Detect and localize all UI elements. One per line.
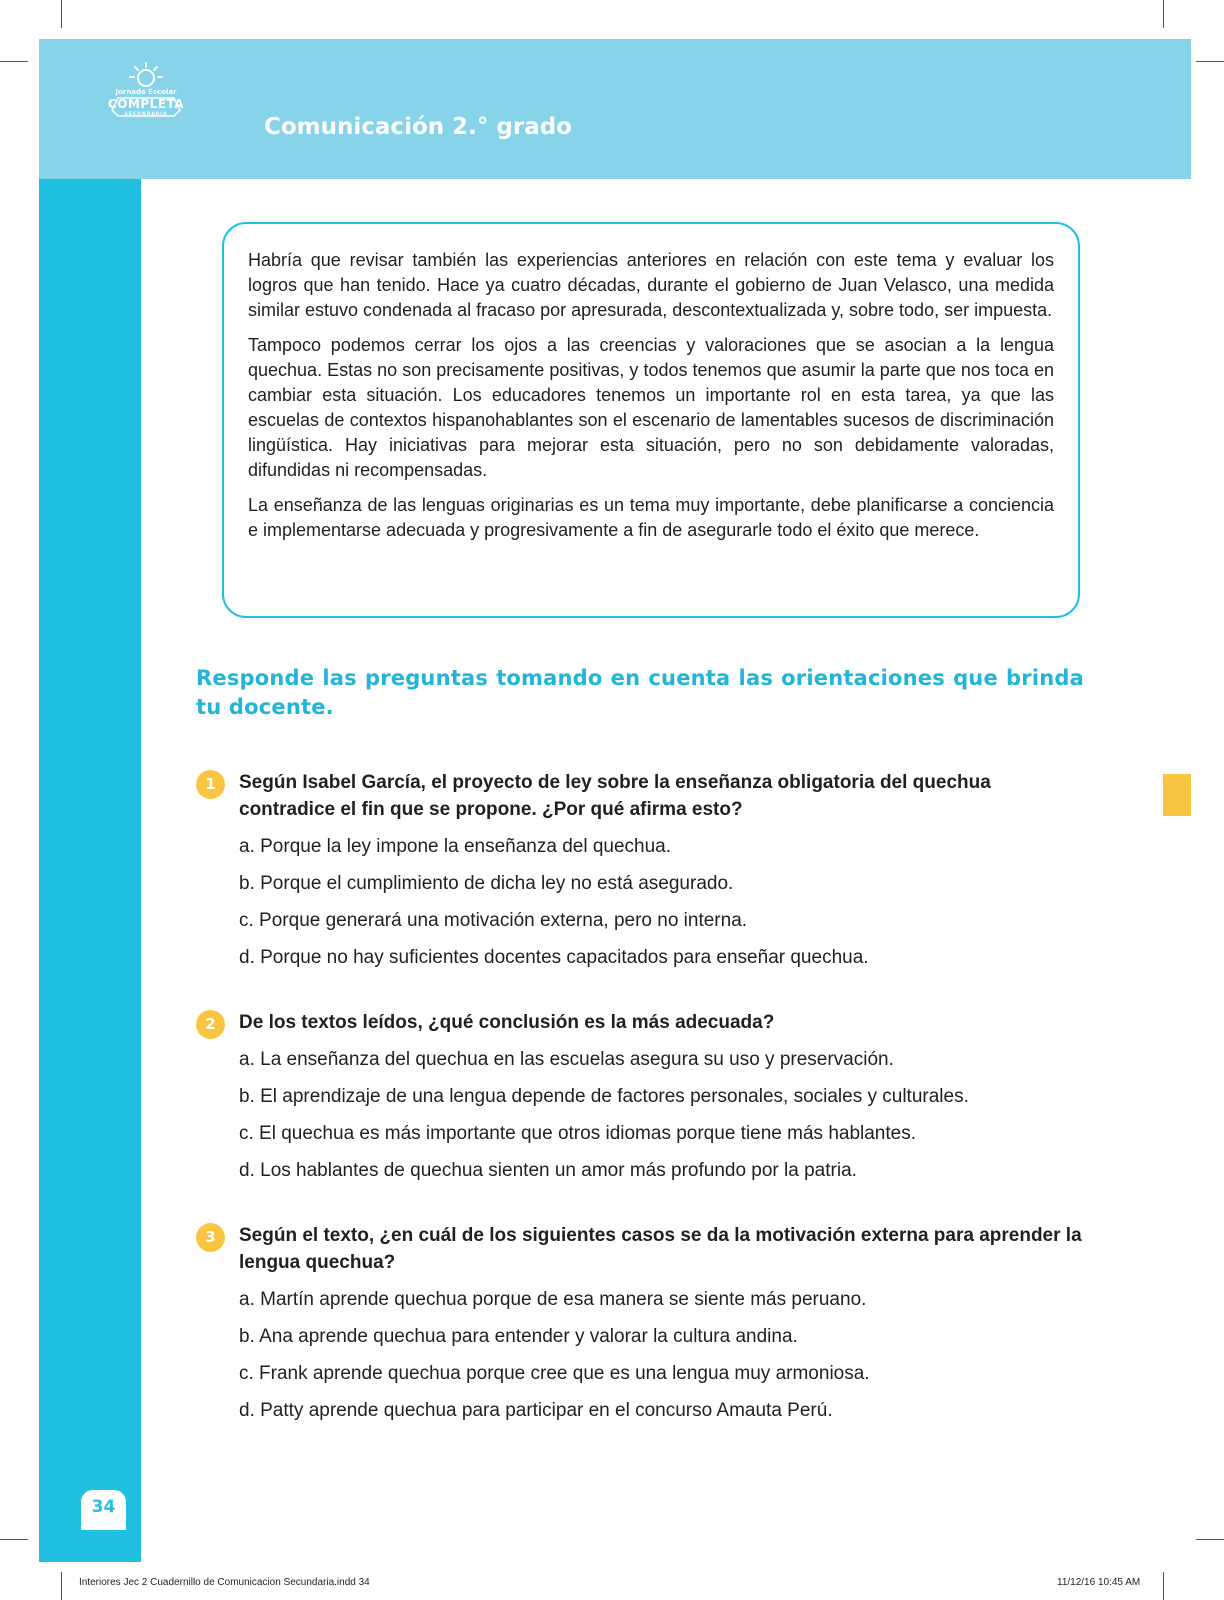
question-2 (196, 1009, 1084, 1195)
answer-option: a. Martín aprende quechua porque de esa manera se siente más peruano. (239, 1289, 867, 1310)
question-number-badge: 1 (196, 770, 225, 799)
crop-mark (1163, 1572, 1164, 1600)
instruction-heading: Responde las preguntas tomando en cuenta las orientaciones que brinda tu docente. (196, 666, 1084, 719)
excerpt-paragraph: La enseñanza de las lenguas originarias es un tema muy importante, debe planificarse a conciencia e implementarse adecuada y progresivamente a fin de asegurarle todo el éxito que merece. (248, 495, 1054, 540)
answer-option: d. Los hablantes de quechua sienten un amor más profundo por la patria. (239, 1160, 857, 1181)
answer-option: a. Porque la ley impone la enseñanza del quechua. (239, 836, 672, 857)
crop-mark (0, 1539, 28, 1540)
answer-option: b. El aprendizaje de una lengua depende de factores personales, sociales y culturales. (239, 1086, 969, 1107)
crop-mark (61, 0, 62, 28)
answer-options (239, 1047, 1084, 1184)
answer-options (239, 834, 1084, 971)
answer-option: c. Frank aprende quechua porque cree que es una lengua muy armoniosa. (239, 1363, 870, 1384)
crop-mark (61, 1572, 62, 1600)
crop-mark (1163, 0, 1164, 28)
question-text: Según el texto, ¿en cuál de los siguientes casos se da la motivación externa para aprender la lengua quechua? (239, 1225, 1082, 1273)
answer-option: d. Patty aprende quechua para participar en el concurso Amauta Perú. (239, 1400, 833, 1421)
answer-option: b. Porque el cumplimiento de dicha ley no está asegurado. (239, 873, 734, 894)
question-number-badge: 3 (196, 1223, 225, 1252)
answer-options (239, 1287, 1084, 1424)
answer-option: d. Porque no hay suficientes docentes capacitados para enseñar quechua. (239, 947, 869, 968)
sidebar-stripe (39, 179, 141, 1562)
section-tab-marker (1163, 774, 1191, 816)
logo-top-text: Jornada Escolar (115, 88, 177, 96)
excerpt-paragraph: Tampoco podemos cerrar los ojos a las creencias y valoraciones que se asocian a la lengua quechua. Estas no son precisamente positivas, y todos tenemos que asumir la parte que nos toca en cambiar esta situación. Los educadores tenemos un importante rol en esta tarea, ya que las escuelas de contextos hispanohablantes son el escenario de lamentables sucesos de discriminación lingüística. Hay iniciativas para mejorar esta situación, pero no son debidamente valoradas, difundidas ni recompensadas. (248, 335, 1054, 480)
excerpt-paragraph: Habría que revisar también las experiencias anteriores en relación con este tema y evaluar los logros que han tenido. Hace ya cuatro décadas, durante el gobierno de Juan Velasco, una medida similar estuvo condenada al fracaso por apresurada, descontextualizada y, sobre todo, ser impuesta. (248, 250, 1054, 320)
crop-mark (1196, 1539, 1224, 1540)
program-logo (104, 60, 188, 120)
reading-excerpt-box (222, 222, 1080, 618)
answer-option: c. El quechua es más importante que otros idiomas porque tiene más hablantes. (239, 1123, 916, 1144)
print-footer-filename: Interiores Jec 2 Cuadernillo de Comunicacion Secundaria.indd 34 (79, 1577, 370, 1588)
page-title: Comunicación 2.° grado (264, 114, 572, 140)
logo-main-text: COMPLETA (107, 97, 185, 111)
question-3 (196, 1222, 1084, 1435)
logo-sub-text: SECUNDARIA (124, 112, 168, 117)
page-number: 34 (81, 1490, 126, 1530)
question-1 (196, 769, 1084, 982)
question-number-badge: 2 (196, 1010, 225, 1039)
crop-mark (0, 61, 28, 62)
question-text: Según Isabel García, el proyecto de ley sobre la enseñanza obligatoria del quechua contradice el fin que se propone. ¿Por qué afirma esto? (239, 772, 991, 820)
header-band (39, 39, 1191, 179)
answer-option: b. Ana aprende quechua para entender y valorar la cultura andina. (239, 1326, 798, 1347)
answer-option: a. La enseñanza del quechua en las escuelas asegura su uso y preservación. (239, 1049, 894, 1070)
answer-option: c. Porque generará una motivación externa, pero no interna. (239, 910, 748, 931)
print-footer-date: 11/12/16 10:45 AM (1057, 1577, 1141, 1588)
crop-mark (1196, 61, 1224, 62)
question-text: De los textos leídos, ¿qué conclusión es la más adecuada? (239, 1012, 775, 1033)
